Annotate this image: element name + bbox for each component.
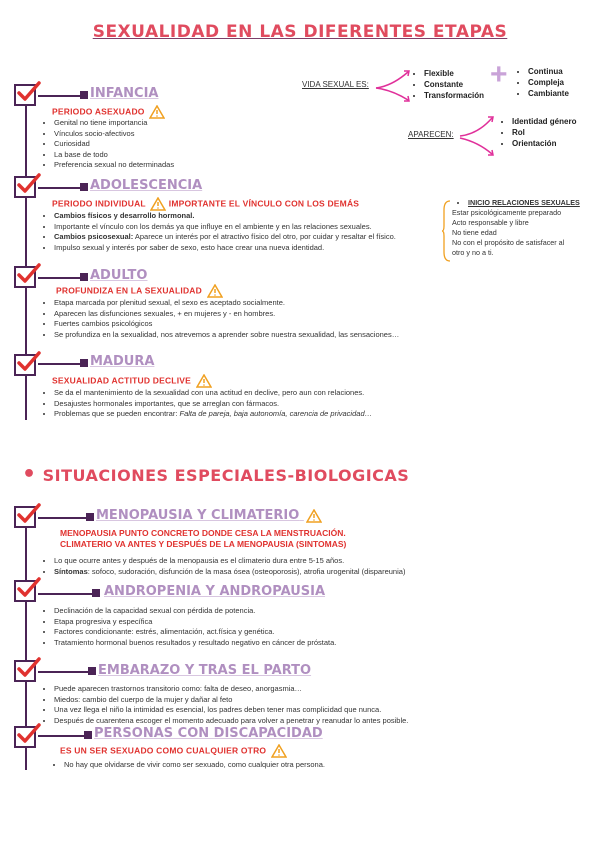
connector [38,671,90,673]
list-item: • Lo que ocurre antes y después de la menopausia es el climaterio dura entre 5-15 años. [54,556,494,567]
list-item: • Factores condicionante: estrés, alimentación, act.física y genética. [54,627,494,638]
list-item: • Preferencia sexual no determinadas [54,160,314,171]
list-item: • Importante el vínculo con los demás ya que influye en el ambiente y en las relaciones sexuales. [54,222,454,233]
section-heading: PERSONAS CON DISCAPACIDAD [94,726,323,741]
bracket-lines [458,112,498,160]
list-item: • Genital no tiene importancia [54,118,314,129]
list-item: • Cambiante [528,88,569,99]
plus-icon: + [490,58,508,91]
vida-list-2 [516,66,569,99]
check-icon [14,354,36,376]
list-item: • Declinación de la capacidad sexual con pérdida de potencia. [54,606,494,617]
inicio-heading: • INICIO RELACIONES SEXUALES [468,198,600,209]
list-item: • La base de todo [54,150,314,161]
connector-square [80,183,88,191]
list-item: • Desajustes hormonales importantes, que se arreglan con fármacos. [54,399,474,410]
list-item: • Impulso sexual y interés por saber de sexo, esto hace crear una nueva identidad. [54,243,454,254]
list-item: • Vínculos socio-afectivos [54,129,314,140]
bullet-list [42,118,314,171]
list-item: • Compleja [528,77,569,88]
vida-list [412,68,484,101]
inicio-line: otro y no a ti. [452,248,494,257]
vida-label: VIDA SEXUAL ES: [302,80,369,89]
connector-square [92,589,100,597]
list-item: • Aparecen las disfunciones sexuales, + en mujeres y - en hombres. [54,309,474,320]
section-subheading: ES UN SER SEXUADO COMO CUALQUIER OTRO [60,744,287,758]
list-item: • Tratamiento hormonal buenos resultados y resultado negativo en cáncer de próstata. [54,638,494,649]
section-title: • SITUACIONES ESPECIALES-BIOLOGICAS [22,462,410,487]
connector [38,593,94,595]
check-icon [14,84,36,106]
connector-square [88,667,96,675]
section-heading: MENOPAUSIA Y CLIMATERIO [96,508,322,523]
section-subheading: PROFUNDIZA EN LA SEXUALIDAD [56,284,223,298]
connector-square [80,273,88,281]
inicio-heading-list [456,198,600,209]
list-item: • Puede aparecen trastornos transitorio como: falta de deseo, anorgasmia… [54,684,514,695]
warning-icon [196,374,212,388]
section-heading: EMBARAZO Y TRAS EL PARTO [98,663,312,678]
connector [38,363,82,365]
list-item: • Después de cuarentena escoger el momento adecuado para volver a penetrar y reanudar lo antes posible. [54,716,514,727]
section-heading: ADOLESCENCIA [90,178,203,193]
section-subheading: PERIODO ASEXUADO [52,105,165,119]
section-subheading [60,528,346,550]
connector-square [86,513,94,521]
section-subheading: SEXUALIDAD ACTITUD DECLIVE [52,374,212,388]
bullet-list [42,211,454,253]
subheading-line: MENOPAUSIA PUNTO CONCRETO DONDE CESA LA MENSTRUACIÓN. [60,528,346,538]
list-item: • Etapa marcada por plenitud sexual, el sexo es aceptado socialmente. [54,298,474,309]
connector-square [84,731,92,739]
check-icon [14,506,36,528]
list-item: • Etapa progresiva y específica [54,617,494,628]
list-item: • Constante [424,79,484,90]
inicio-line: Acto responsable y libre [452,218,529,227]
page-title: SEXUALIDAD EN LAS DIFERENTES ETAPAS [92,22,508,42]
list-item: • Miedos: cambio del cuerpo de la mujer y dañar al feto [54,695,514,706]
warning-icon [271,744,287,758]
check-icon [14,176,36,198]
list-item: • Transformación [424,90,484,101]
bullet-dot: • [22,462,37,487]
subheading-line: CLIMATERIO VA ANTES Y DESPUÉS DE LA MENOPAUSIA (SINTOMAS) [60,539,347,549]
section-subheading: PERIODO INDIVIDUAL IMPORTANTE EL VÍNCULO CON LOS DEMÁS [52,197,359,211]
inicio-line: No tiene edad [452,228,497,237]
bullet-list [42,298,474,340]
inicio-lines [452,208,598,258]
list-item: • Cambios psicosexual: Aparece un interés por el atractivo físico del otro, por cuidar y resaltar el físico. [54,232,454,243]
list-item: • Una vez llega el niño la intimidad es esencial, los padres deben tener mas complicidad que nunca. [54,705,514,716]
curly-bracket [441,200,451,262]
list-item: • Orientación [512,138,576,149]
connector [38,187,82,189]
list-item: • Curiosidad [54,139,314,150]
aparecen-list [500,116,576,149]
check-icon [14,660,36,682]
section-heading: ADULTO [90,268,148,283]
list-item: • Problemas que se pueden encontrar: Falta de pareja, baja autonomía, carencia de privacidad… [54,409,474,420]
connector [38,517,88,519]
check-icon [14,726,36,748]
check-icon [14,266,36,288]
aparecen-label: APARECEN: [408,130,454,139]
connector-square [80,91,88,99]
connector [38,95,82,97]
section-heading: ANDROPENIA Y ANDROPAUSIA [104,584,326,599]
warning-icon [149,105,165,119]
list-item: • Flexible [424,68,484,79]
bullet-list [42,684,514,726]
bullet-list [52,760,504,771]
check-icon [14,580,36,602]
bullet-list [42,556,494,577]
bullet-list [42,388,474,420]
list-item: • Identidad género [512,116,576,127]
list-item: • Se profundiza en la sexualidad, nos atrevemos a aprender sobre nuestra sexualidad, las sensaciones… [54,330,474,341]
section-heading: MADURA [90,354,155,369]
list-item: • Se da el mantenimiento de la sexualidad con una actitud en declive, pero aun con relaciones. [54,388,474,399]
warning-icon [150,197,166,211]
inicio-line: No con el propósito de satisfacer al [452,238,565,247]
bracket-lines [374,66,414,106]
list-item: • Rol [512,127,576,138]
bullet-list [42,606,494,648]
connector [38,735,86,737]
inicio-line: Estar psicológicamente preparado [452,208,562,217]
connector [38,277,82,279]
list-item: • Fuertes cambios psicológicos [54,319,474,330]
connector-square [80,359,88,367]
warning-icon [207,284,223,298]
list-item: • Cambios físicos y desarrollo hormonal. [54,211,454,222]
list-item: • Síntomas: sofoco, sudoración, disfunción de la masa ósea (osteoporosis), atrofia urogenital (dispareunia) [54,567,494,578]
section-heading: INFANCIA [90,86,159,101]
warning-icon [306,509,322,523]
list-item: • Continua [528,66,569,77]
list-item: • No hay que olvidarse de vivir como ser sexuado, como cualquier otra persona. [64,760,504,771]
